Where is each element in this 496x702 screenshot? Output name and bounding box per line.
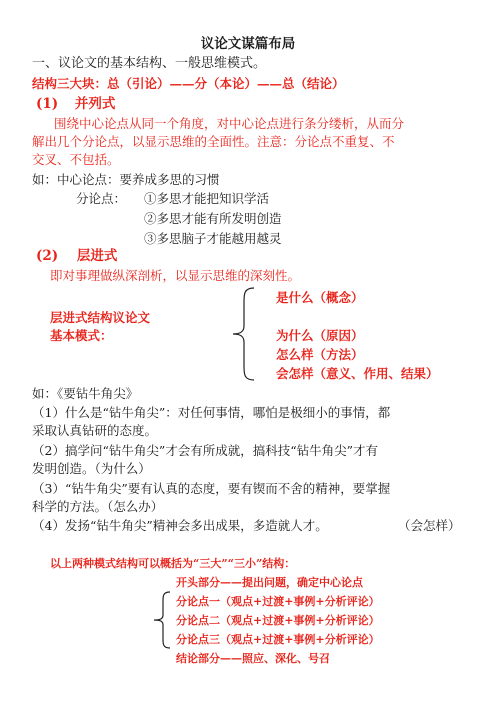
summary-item-point-2: 分论点二（观点+过渡+事例+分析评论） [176,614,380,627]
example-2-line-5: （3）“钻牛角尖”要有认真的态度，要有锲而不舍的精神，要掌握 [32,481,391,496]
summary-item-conclusion: 结论部分——照应、深化、号召 [176,652,330,665]
summary-brace [150,590,174,650]
example-1-central-point: 如：中心论点：要养成多思的习惯 [32,172,220,187]
example-2-line-7-tag: （会怎样） [398,518,461,533]
summary-item-point-1: 分论点一（观点+过渡+事例+分析评论） [176,595,380,608]
example-2-line-4: 发明创造。（为什么） [32,461,151,476]
section1-heading: 一、议论文的基本结构、一般思维模式。 [32,56,267,71]
subsection-2-desc: 即对事理做纵深剖析，以显示思维的深刻性。 [50,268,301,283]
progressive-item-result: 会怎样（意义、作用、结果） [276,366,439,381]
example-2-line-7: （4）发扬“钻牛角尖”精神会多出成果，多造就人才。 [32,518,328,533]
sub-points-label: 分论点： [76,191,127,206]
sub-point-3: ③多思脑子才能越用越灵 [144,231,282,246]
sub-point-2: ②多思才能有所发明创造 [144,211,282,226]
progressive-item-why: 为什么（原因） [276,328,364,343]
subsection-1-number: (1) [36,96,59,112]
subsection-2-label: 层进式 [76,248,118,264]
sub-point-1: ①多思才能把知识学活 [144,191,270,206]
example-2-line-2: 采取认真钻研的态度。 [32,423,158,438]
example-2-title: 如：《要钻牛角尖》 [32,386,139,401]
example-2-line-1: （1）什么是“钻牛角尖”：对任何事情，哪怕是极细小的事情，都 [32,405,391,420]
structure-formula: 结构三大块：总（引论）——分（本论）——总（结论） [32,76,345,91]
example-2-line-6: 科学的方法。（怎么办） [32,499,164,514]
example-2-line-3: （2）搞学问“钻牛角尖”才会有所成就，搞科技“钻牛角尖”才有 [32,443,379,458]
page-title: 议论文谋篇布局 [200,36,296,52]
basic-mode-label: 基本模式： [50,328,113,343]
summary-intro: 以上两种模式结构可以概括为“三大”“三小”结构： [50,557,296,570]
subsection-2-heading [36,248,117,264]
subsection-1-desc-line-1: 围绕中心论点从同一个角度，对中心论点进行条分缕析，从而分 [54,116,405,131]
subsection-1-desc-line-3: 交叉、不包括。 [32,152,120,167]
summary-item-opening: 开头部分——提出问题，确定中心论点 [176,576,363,589]
subsection-1-desc-line-2: 解出几个分论点，以显示思维的全面性。注意：分论点不重复、不 [32,134,395,149]
progressive-item-what: 是什么（概念） [276,290,364,305]
progressive-structure-title: 层进式结构议论文 [50,310,151,325]
summary-item-point-3: 分论点三（观点+过渡+事例+分析评论） [176,633,380,646]
subsection-2-number: (2) [36,248,59,264]
progressive-brace [228,286,258,382]
subsection-1-heading [36,96,115,112]
subsection-1-label: 并列式 [74,96,116,112]
progressive-item-how: 怎么样（方法） [276,347,364,362]
